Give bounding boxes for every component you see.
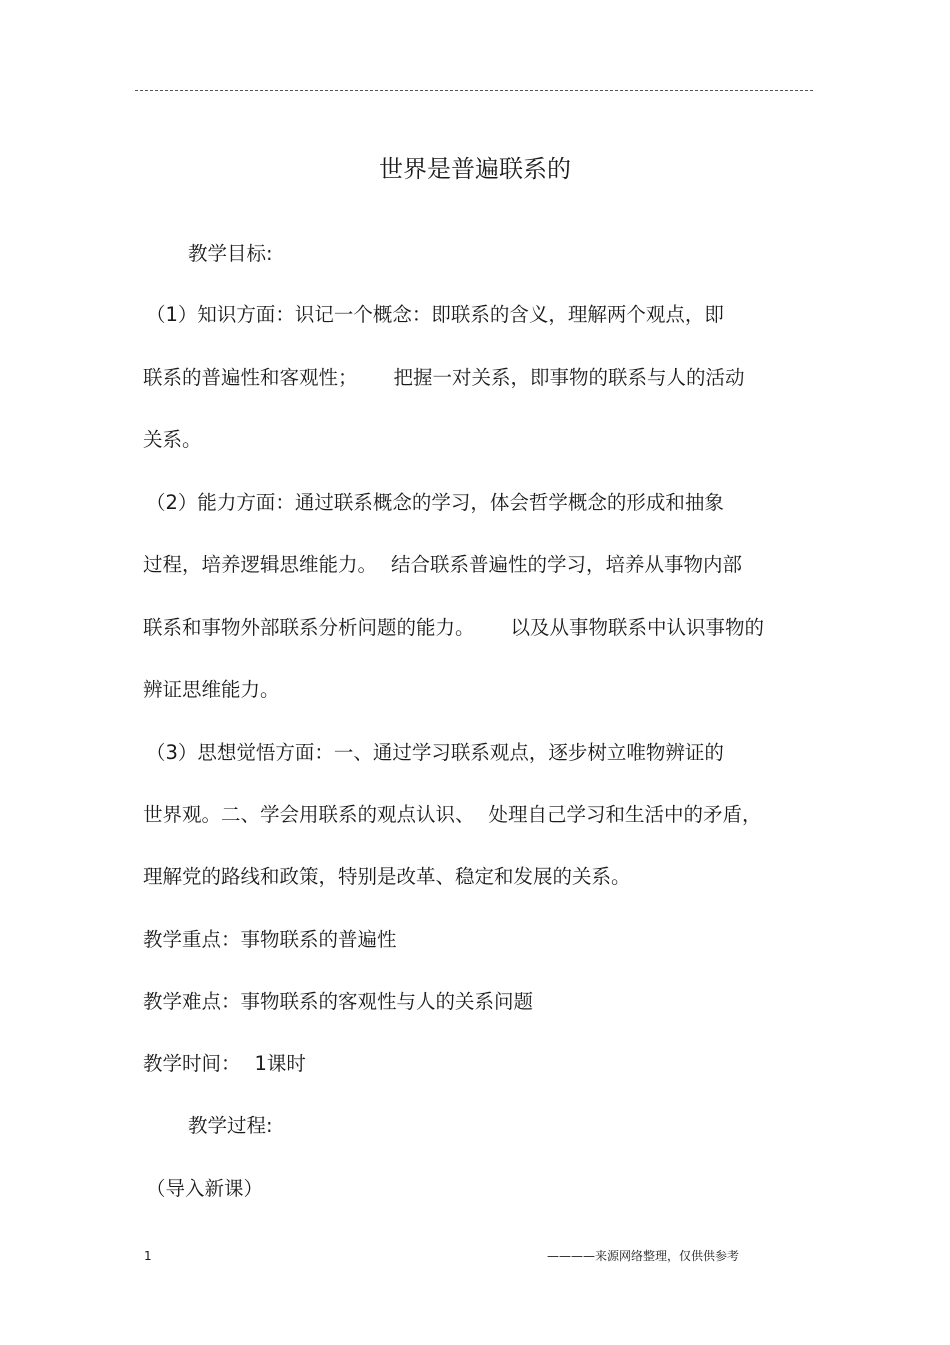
key-point: 教学重点：事物联系的普遍性	[143, 928, 397, 951]
goal2-line4: 辨证思维能力。	[143, 678, 280, 701]
goal2-line3	[143, 614, 764, 642]
goal2-line3a: 联系和事物外部联系分析问题的能力。	[143, 616, 475, 639]
teaching-time	[143, 1050, 306, 1078]
difficult-point: 教学难点：事物联系的客观性与人的关系问题	[143, 990, 534, 1013]
teaching-time-value: 1课时	[254, 1052, 306, 1075]
footer-note: ————来源网络整理，仅供供参考	[547, 1249, 740, 1263]
document-title: 世界是普遍联系的	[379, 155, 571, 183]
goal3-line3: 理解党的路线和政策，特别是改革、稳定和发展的关系。	[143, 865, 631, 888]
goal2-line2a: 过程，培养逻辑思维能力。	[143, 553, 378, 576]
goal1-line1: （1）知识方面：识记一个概念：即联系的含义，理解两个观点，即	[146, 303, 724, 326]
goal1-line2a: 联系的普遍性和客观性；	[143, 366, 358, 389]
goal3-line2	[143, 801, 762, 829]
intro-heading: （导入新课）	[146, 1177, 264, 1200]
goal3-line2a: 世界观。二、学会用联系的观点认识、	[143, 803, 475, 826]
teaching-time-label: 教学时间：	[143, 1052, 241, 1075]
goal1-line3: 关系。	[143, 428, 202, 451]
goal1-line2	[143, 364, 745, 392]
goal2-line1: （2）能力方面：通过联系概念的学习，体会哲学概念的形成和抽象	[146, 491, 724, 514]
goal2-line2	[143, 551, 742, 579]
header-rule	[135, 90, 813, 91]
goals-heading: 教学目标:	[188, 242, 273, 265]
goal3-line2b: 处理自己学习和生活中的矛盾，	[488, 803, 762, 826]
page-number: 1	[144, 1249, 152, 1263]
goal2-line2b: 结合联系普遍性的学习，培养从事物内部	[391, 553, 743, 576]
goal3-line1: （3）思想觉悟方面：一、通过学习联系观点，逐步树立唯物辨证的	[146, 741, 724, 764]
goal2-line3b: 以及从事物联系中认识事物的	[510, 616, 765, 639]
process-heading: 教学过程:	[188, 1114, 273, 1137]
goal1-line2b: 把握一对关系，即事物的联系与人的活动	[393, 366, 745, 389]
